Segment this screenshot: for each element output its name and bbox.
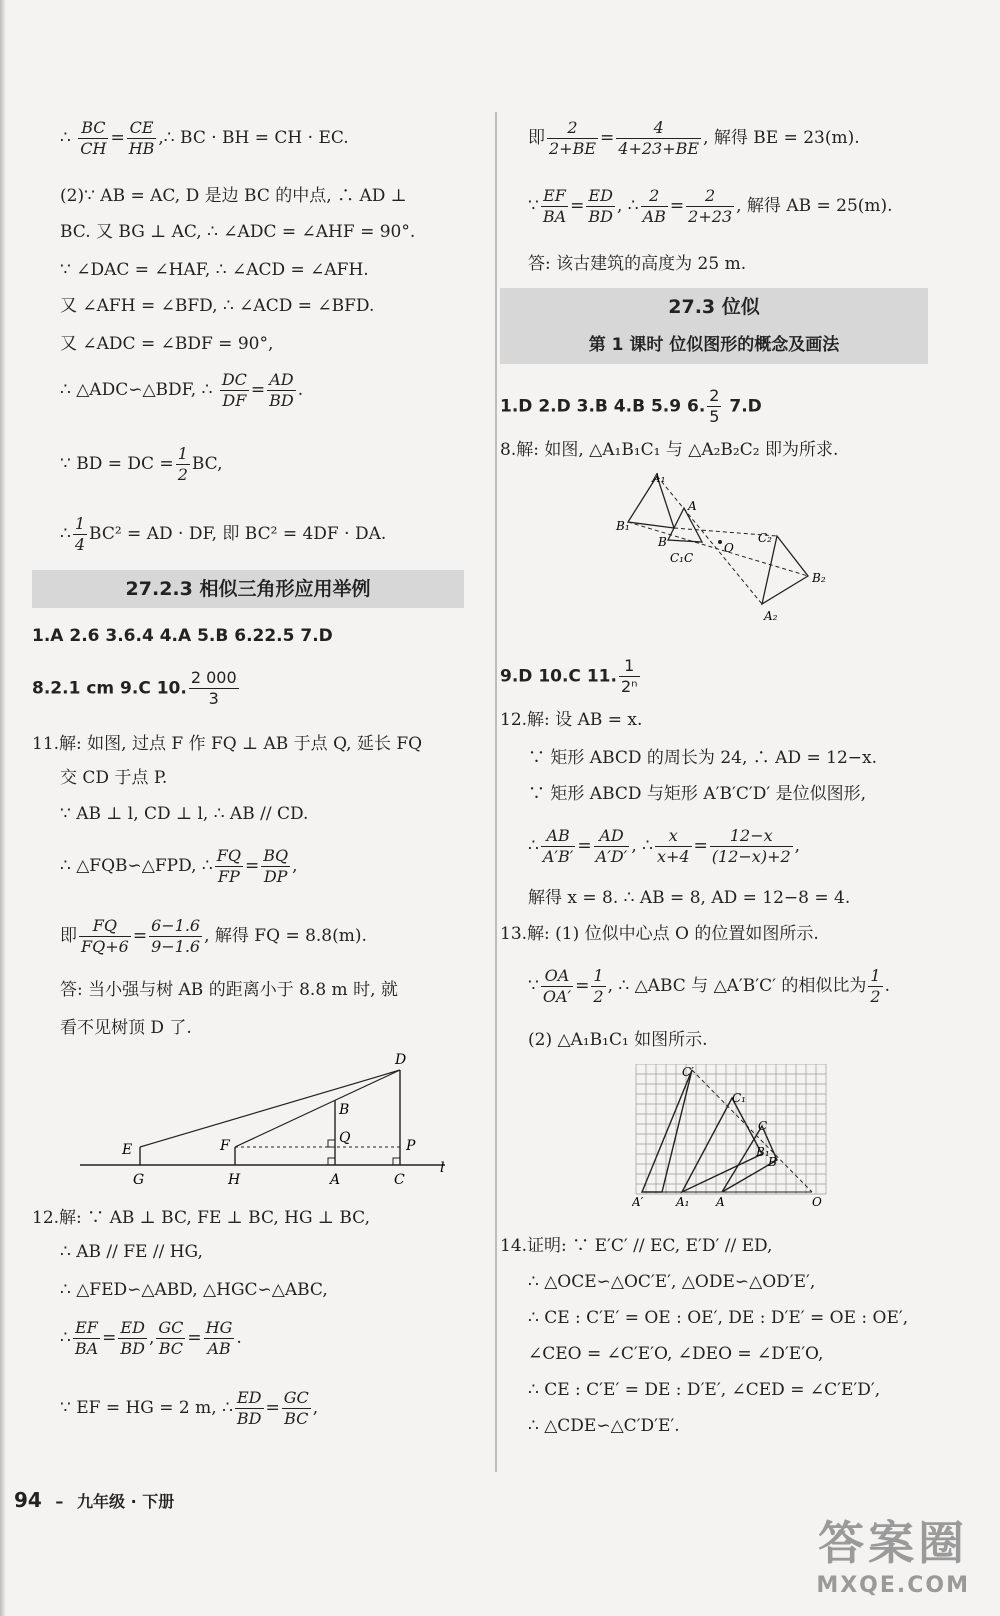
q14-line-6: ∴ △CDE∽△C′D′E′.: [528, 1416, 680, 1436]
label-Aprime: A′: [632, 1195, 644, 1209]
answers-8-10: 8.2.1 cm 9.C 10. $\frac{2 000}{3}$: [32, 668, 237, 708]
answers-r-9-11: 9.D 10.C 11. $\frac{1}{\text{2ⁿ}}$: [500, 656, 638, 696]
right-line-3: 答: 该古建筑的高度为 25 m.: [528, 254, 747, 274]
q12-right-line-2: ∵ 矩形 ABCD 的周长为 24, ∴ AD = 12−x.: [528, 748, 878, 768]
q11-line-4: ∴ △FQB∽△FPD, ∴ $\frac{FQ}{FP}$ = $\frac{BQ}{DP}$ ,: [60, 846, 298, 886]
q8-text: 8.解: 如图, △A₁B₁C₁ 与 △A₂B₂C₂ 即为所求.: [500, 440, 839, 460]
watermark-logo: [816, 1507, 970, 1598]
label-C1: C₁: [732, 1091, 746, 1105]
q13-line-3: (2) △A₁B₁C₁ 如图所示.: [528, 1030, 708, 1050]
label-Q: Q: [339, 1130, 351, 1146]
label-P: P: [406, 1138, 416, 1154]
center-O: [718, 540, 722, 544]
footer-grade: 九年级 · 下册: [77, 1492, 175, 1511]
q12-left-line-5: ∵ EF = HG = 2 m, ∴ $\frac{ED}{BD}$ = $\frac{GC}{BC}$ ,: [60, 1388, 319, 1428]
label-B1: B₁: [616, 519, 630, 533]
label-A: A: [330, 1172, 341, 1188]
label-C: C: [394, 1172, 405, 1188]
lesson-heading: 第 1 课时 位似图形的概念及画法: [500, 326, 928, 364]
right-line-2: ∵ $\frac{EF}{BA}$ = $\frac{ED}{BD}$ , ∴ $\frac{2}{AB}$ = $\frac{2}{2+23}$ , 解得 AB = 25(m).: [528, 186, 893, 226]
q12-left-line-4: ∴ $\frac{EF}{BA}$ = $\frac{ED}{BD}$ , $\frac{GC}{BC}$ = $\frac{HG}{AB}$ .: [60, 1318, 242, 1358]
right-angle-C: [393, 1158, 400, 1165]
right-angle-Q: [328, 1140, 335, 1147]
q12-left-line-1: 12.解: ∵ AB ⊥ BC, FE ⊥ BC, HG ⊥ BC,: [32, 1208, 370, 1228]
right-line-1: 即 $\frac{2}{2+BE}$ = $\frac{4}{4+23+BE}$ , 解得 BE = 23(m).: [528, 118, 860, 158]
q14-line-4: ∠CEO = ∠C′E′O, ∠DEO = ∠D′E′O,: [528, 1344, 824, 1364]
section-heading-27-2-3: 27.2.3 相似三角形应用举例: [32, 570, 464, 608]
label-C: C: [758, 1119, 768, 1133]
q11-line-6: 答: 当小强与树 AB 的距离小于 8.8 m 时, 就: [60, 980, 398, 1000]
triangle-A1B1C1: [628, 476, 674, 528]
label-Cprime: C′: [682, 1065, 694, 1079]
label-l: l: [440, 1160, 445, 1176]
label-B1: B₁: [756, 1145, 770, 1159]
q12-right-line-5: 解得 x = 8. ∴ AB = 8, AD = 12−8 = 4.: [528, 888, 851, 908]
watermark-title: 答案圈: [818, 1516, 969, 1570]
page-footer: [14, 1488, 174, 1512]
answers-1-7: 1.A 2.6 3.6.4 4.A 5.B 6.22.5 7.D: [32, 626, 333, 646]
label-C1C: C₁C: [670, 551, 694, 565]
figure-homothety-1: [612, 470, 852, 630]
figure-tree-sightline: [80, 1050, 500, 1190]
label-D: D: [395, 1052, 407, 1068]
triangle-A2B2C2: [762, 536, 808, 604]
left-line-6: 又 ∠ADC = ∠BDF = 90°,: [60, 334, 274, 354]
label-A: A: [688, 499, 697, 513]
label-G: G: [133, 1172, 145, 1188]
ray-B1-B2: [628, 522, 808, 576]
label-H: H: [228, 1172, 241, 1188]
label-O: O: [812, 1195, 822, 1209]
q12-right-line-3: ∵ 矩形 ABCD 与矩形 A′B′C′D′ 是位似图形,: [528, 784, 866, 804]
label-A1: A₁: [652, 471, 666, 485]
label-F: F: [220, 1138, 230, 1154]
page-number: 94: [14, 1488, 42, 1512]
left-line-5: 又 ∠AFH = ∠BFD, ∴ ∠ACD = ∠BFD.: [60, 296, 375, 316]
answers-r-1-7: 1.D 2.D 3.B 4.B 5.9 6. $\frac{2}{5}$ 7.D: [500, 386, 762, 426]
page-edge: [0, 0, 6, 1616]
label-A: A: [716, 1195, 725, 1209]
right-angle-A: [328, 1158, 335, 1165]
label-A1: A₁: [676, 1195, 690, 1209]
q12-left-line-3: ∴ △FED∽△ABD, △HGC∽△ABC,: [60, 1280, 328, 1300]
left-line-8: ∵ BD = DC = $\frac{1}{2}$ BC,: [60, 444, 223, 484]
figure-grid-homothety: [632, 1064, 832, 1214]
q13-line-1: 13.解: (1) 位似中心点 O 的位置如图所示.: [500, 924, 819, 944]
q11-line-7: 看不见树顶 D 了.: [60, 1018, 192, 1038]
label-C2: C₂: [758, 531, 772, 545]
label-O: O: [724, 541, 734, 555]
q11-line-2: 交 CD 于点 P.: [60, 768, 168, 788]
left-line-2: (2)∵ AB = AC, D 是边 BC 的中点, ∴ AD ⊥: [60, 186, 407, 206]
left-line-1: ∴ $\frac{BC}{CH}$ = $\frac{CE}{HB}$ ,∴ BC · BH = CH · EC.: [60, 118, 349, 158]
column-divider: [495, 112, 497, 1472]
grid-lines: [636, 1064, 826, 1194]
q12-right-line-4: ∴ $\frac{AB}{A'B'}$ = $\frac{AD}{A'D'}$ , ∴ $\frac{x}{x+4}$ = $\frac{12-x}{(12-x)+2}$ ,: [528, 826, 801, 866]
label-A2: A₂: [764, 609, 778, 623]
left-line-4: ∵ ∠DAC = ∠HAF, ∴ ∠ACD = ∠AFH.: [60, 260, 369, 280]
left-line-9: ∴ $\frac{1}{4}$ BC² = AD · DF, 即 BC² = 4DF · DA.: [60, 514, 387, 554]
q11-line-3: ∵ AB ⊥ l, CD ⊥ l, ∴ AB // CD.: [60, 804, 309, 824]
q14-line-3: ∴ CE : C′E′ = OE : OE′, DE : D′E′ = OE : OE′,: [528, 1308, 909, 1328]
left-line-7: ∴ △ADC∽△BDF, ∴ $\frac{DC}{DF}$ = $\frac{AD}{BD}$ .: [60, 370, 304, 410]
q12-left-line-2: ∴ AB // FE // HG,: [60, 1242, 203, 1262]
label-E: E: [122, 1142, 133, 1158]
q12-right-line-1: 12.解: 设 AB = x.: [500, 710, 643, 730]
label-B: B: [339, 1102, 350, 1118]
sightline-FD: [235, 1070, 400, 1147]
left-line-3: BC. 又 BG ⊥ AC, ∴ ∠ADC = ∠AHF = 90°.: [60, 222, 416, 242]
q14-line-2: ∴ △OCE∽△OC′E′, △ODE∽△OD′E′,: [528, 1272, 816, 1292]
label-B: B: [658, 535, 667, 549]
q14-line-1: 14.证明: ∵ E′C′ // EC, E′D′ // ED,: [500, 1236, 773, 1256]
q14-line-5: ∴ CE : C′E′ = DE : D′E′, ∠CED = ∠C′E′D′,: [528, 1380, 881, 1400]
section-heading-27-3: 27.3 位似: [500, 288, 928, 326]
label-B: B: [768, 1155, 777, 1169]
footer-dash: –: [55, 1492, 64, 1511]
q11-line-1: 11.解: 如图, 过点 F 作 FQ ⊥ AB 于点 Q, 延长 FQ: [32, 734, 423, 754]
sightline-ED: [140, 1070, 400, 1147]
watermark-url: MXQE.COM: [816, 1573, 970, 1598]
label-B2: B₂: [812, 571, 826, 585]
q13-line-2: ∵ $\frac{OA}{OA'}$ = $\frac{1}{2}$ , ∴ △ABC 与 △A′B′C′ 的相似比为 $\frac{1}{2}$ .: [528, 966, 891, 1006]
q11-line-5: 即 $\frac{FQ}{FQ+6}$ = $\frac{6-1.6}{9-1.6}$ , 解得 FQ = 8.8(m).: [60, 916, 367, 956]
